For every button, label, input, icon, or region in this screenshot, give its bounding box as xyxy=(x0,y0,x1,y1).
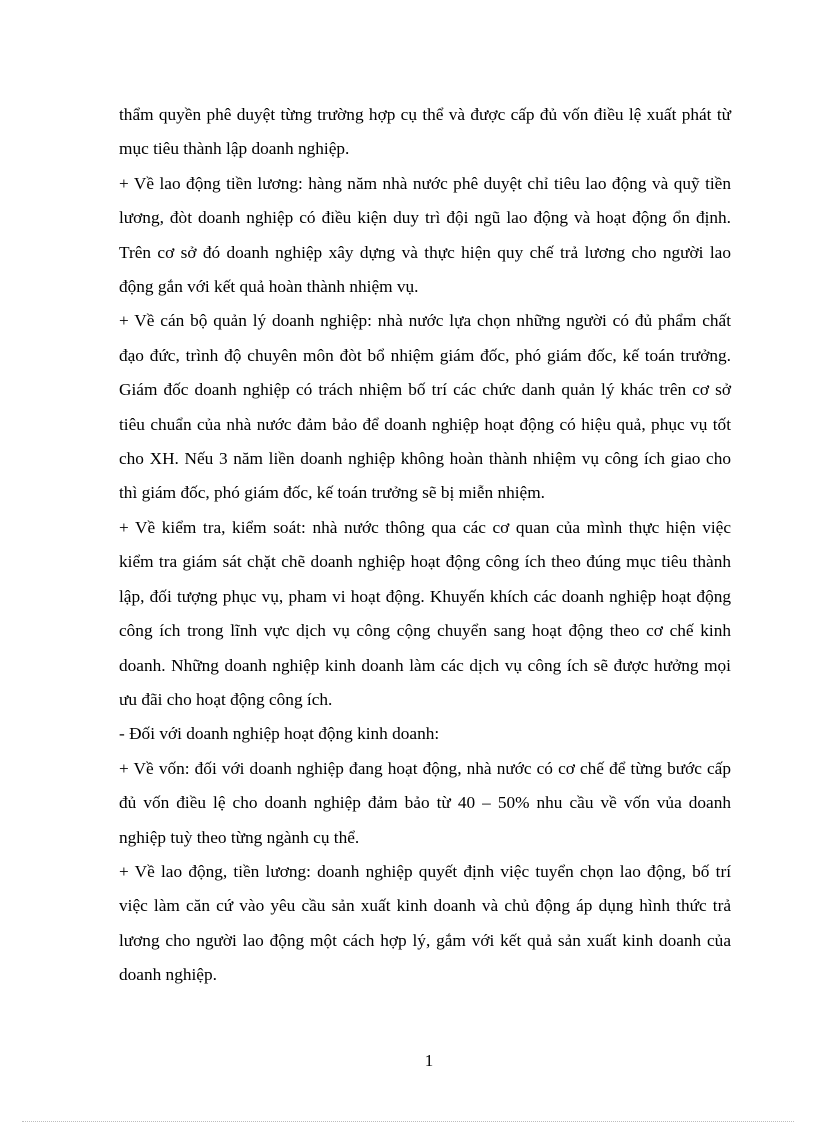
document-body xyxy=(119,98,731,993)
paragraph-labor-wages: + Về lao động tiền lương: hàng năm nhà nước phê duyệt chỉ tiêu lao động và quỹ tiền lương, đòt doanh nghiệp có điều kiện duy trì đội ngũ lao động và hoạt động ổn định. Trên cơ sở đó doanh nghiệp xây dựng và thực hiện quy chế trả lương cho người lao động gắn với kết quả hoàn thành nhiệm vụ. xyxy=(119,173,731,297)
paragraph-continuation: thẩm quyền phê duyệt từng trường hợp cụ thể và được cấp đủ vốn điều lệ xuất phát từ mục tiêu thành lập doanh nghiệp. xyxy=(119,105,731,159)
paragraph-management-staff: + Về cán bộ quản lý doanh nghiệp: nhà nước lựa chọn những người có đủ phẩm chất đạo đức, trình độ chuyên môn đòt bổ nhiệm giám đốc, phó giám đốc, kế toán trưởng. Giám đốc doanh nghiệp có trách nhiệm bố trí các chức danh quản lý khác trên cơ sở tiêu chuẩn của nhà nước đảm bảo để doanh nghiệp hoạt động có hiệu quả, phục vụ tốt cho XH. Nếu 3 năm liền doanh nghiệp không hoàn thành nhiệm vụ công ích giao cho thì giám đốc, phó giám đốc, kế toán trưởng sẽ bị miễn nhiệm. xyxy=(119,311,731,503)
paragraph-labor-wages-business: + Về lao động, tiền lương: doanh nghiệp quyết định việc tuyển chọn lao động, bố trí việc làm căn cứ vào yêu cầu sản xuất kinh doanh và chủ động áp dụng hình thức trả lương cho người lao động một cách hợp lý, gắm với kết quả sản xuất kinh doanh của doanh nghiệp. xyxy=(119,861,731,985)
paragraph-capital: + Về vốn: đối với doanh nghiệp đang hoạt động, nhà nước có cơ chế để từng bước cấp đủ vốn điều lệ cho doanh nghiệp đảm bảo từ 40 – 50% nhu cầu về vốn vủa doanh nghiệp tuỳ theo từng ngành cụ thể. xyxy=(119,758,731,847)
paragraph-inspection-control: + Về kiểm tra, kiểm soát: nhà nước thông qua các cơ quan của mình thực hiện việc kiểm tra giám sát chặt chẽ doanh nghiệp hoạt động công ích theo đúng mục tiêu thành lập, đối tượng phục vụ, pham vi hoạt động. Khuyến khích các doanh nghiệp hoạt động công ích trong lĩnh vực dịch vụ công cộng chuyển sang hoạt động theo cơ chế kinh doanh. Những doanh nghiệp kinh doanh làm các dịch vụ công ích sẽ được hưởng mọi ưu đãi cho hoạt động công ích. xyxy=(119,517,731,709)
paragraph-business-enterprises-heading: - Đối với doanh nghiệp hoạt động kinh doanh: xyxy=(119,724,440,744)
page-bottom-divider xyxy=(22,1121,794,1122)
page-number: 1 xyxy=(424,1051,434,1070)
